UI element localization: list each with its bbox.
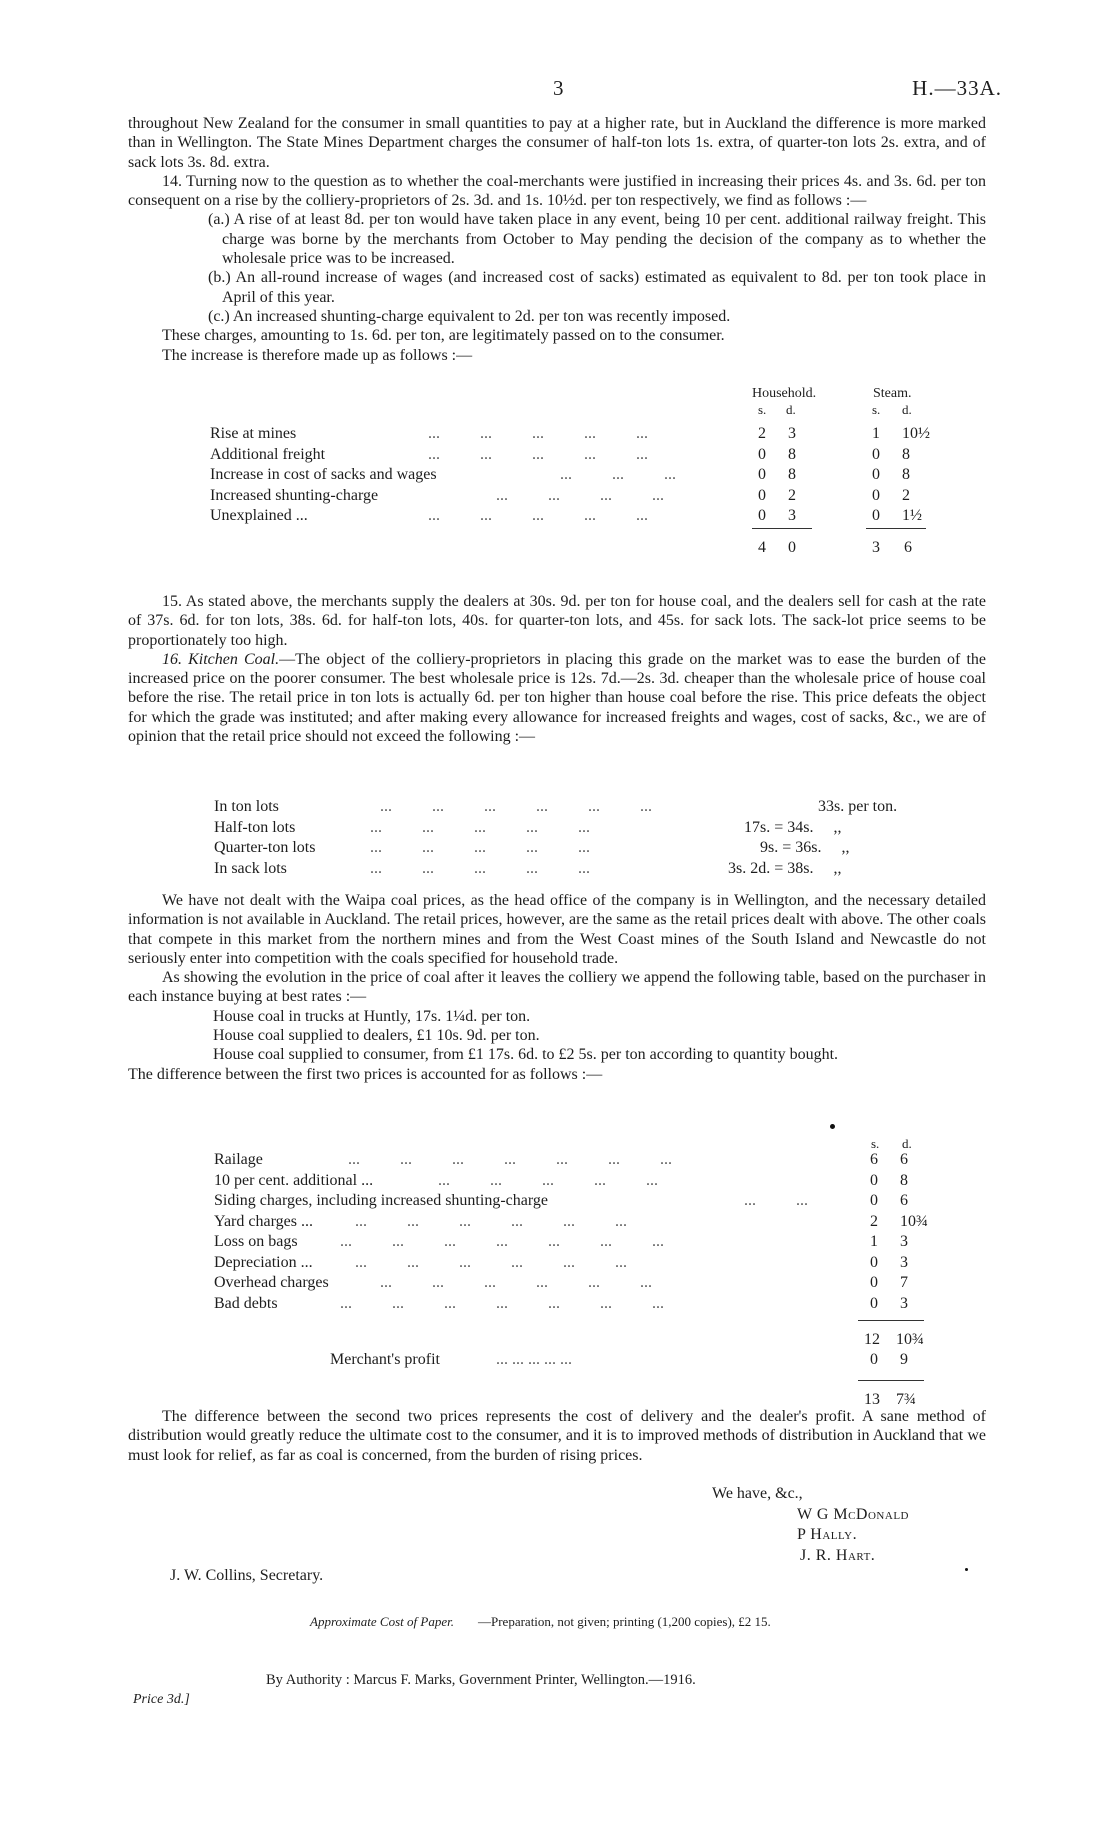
cost-row — [0, 1171, 1114, 1192]
steam-s: 0 — [872, 507, 880, 524]
increase-row — [0, 506, 1114, 527]
leader-dots: ... ... ... ... ... — [370, 818, 590, 836]
merchant-profit-row — [0, 1350, 1114, 1371]
kitchen-label: In ton lots — [214, 798, 279, 815]
unit-d: d. — [786, 402, 796, 417]
increase-row — [0, 465, 1114, 486]
cost-label: Siding charges, including increased shunting-charge — [214, 1192, 548, 1209]
kitchen-row — [0, 797, 1114, 818]
paragraph-charges: These charges, amounting to 1s. 6d. per ton, are legitimately passed on to the consumer. — [162, 327, 725, 345]
cost-note-heading: Approximate Cost of Paper. — [310, 1614, 454, 1629]
cost-note-text: —Preparation, not given; printing (1,200 copies), £2 15. — [478, 1614, 771, 1629]
rule — [752, 528, 812, 529]
leader-dots: ... ... ... ... ... — [370, 839, 590, 856]
unit-d: d. — [902, 402, 912, 417]
kitchen-label: Half-ton lots — [214, 818, 296, 836]
row-label: Increased shunting-charge — [210, 486, 379, 504]
cost-label: Railage — [214, 1151, 263, 1168]
cost-label: Loss on bags — [214, 1233, 298, 1250]
kitchen-row — [0, 818, 1114, 839]
diff-rows — [0, 1150, 1114, 1314]
item-c: (c.) An increased shunting-charge equivalent to 2d. per ton was recently imposed. — [208, 307, 731, 325]
leader-dots: ... ... ... ... ... ... — [355, 1253, 627, 1271]
kitchen-row — [0, 838, 1114, 859]
household-s: 0 — [758, 466, 766, 483]
cost-label: Yard charges ... — [214, 1212, 313, 1230]
leader-dots: ... ... ... — [560, 466, 676, 483]
increase-rows — [0, 424, 1114, 527]
cost-row — [0, 1212, 1114, 1233]
kitchen-value: 33s. per ton. — [818, 798, 898, 815]
kitchen-value: 3s. 2d. = 38s. ,, — [728, 859, 842, 877]
price-row — [0, 1690, 1114, 1711]
signature-block — [0, 1484, 1114, 1587]
diff-table-intro: The difference between the first two prices is accounted for as follows :— — [128, 1065, 603, 1083]
secretary: J. W. Collins, Secretary. — [170, 1567, 324, 1584]
cost-note — [0, 1612, 1114, 1633]
price-text: Price 3d.] — [133, 1692, 190, 1707]
paragraph-16 — [128, 650, 986, 746]
cost-d: 6 — [900, 1192, 908, 1209]
leader-dots: ... ... ... ... — [496, 486, 664, 504]
cost-row — [0, 1232, 1114, 1253]
steam-s: 1 — [872, 425, 880, 442]
subtotal-d: 10¾ — [896, 1331, 924, 1348]
household-d: 3 — [788, 507, 796, 524]
signatory-1: W G McDonald — [797, 1505, 909, 1523]
cost-s: 0 — [870, 1171, 878, 1189]
paragraph-continued: throughout New Zealand for the consumer in small quantities to pay at a higher rate, but in Auckland the difference is more marked than in Wellington. The State Mines Department charges the consumer of half-ton lots 1s. extra, of quarter-ton lots 2s. extra, and of sack lots 3s. 8d. extra. — [128, 115, 986, 171]
cost-s: 0 — [870, 1274, 878, 1291]
steam-s: 0 — [872, 445, 880, 463]
row-label: Unexplained ... — [210, 507, 308, 524]
kitchen-row — [0, 859, 1114, 880]
evolution-line-2: House coal supplied to dealers, £1 10s. 9d. per ton. — [213, 1027, 540, 1045]
row-label: Rise at mines — [210, 425, 297, 442]
cost-row — [0, 1273, 1114, 1294]
kitchen-coal-table — [0, 797, 1114, 879]
lower-text — [128, 891, 986, 1084]
increase-row — [0, 445, 1114, 466]
cost-label: Overhead charges — [214, 1274, 329, 1291]
signatory-3: J. R. Hart. — [800, 1546, 876, 1564]
evolution-line-1: House coal in trucks at Huntly, 17s. 1¼d. per ton. — [213, 1007, 531, 1025]
cost-d: 3 — [900, 1253, 908, 1271]
row-label: Increase in cost of sacks and wages — [210, 466, 437, 483]
increase-table-intro: The increase is therefore made up as follows :— — [162, 346, 473, 364]
rule — [866, 528, 926, 529]
paragraph-16-heading: 16. Kitchen Coal. — [162, 650, 280, 668]
document-reference: H.—33A. — [912, 76, 1002, 100]
salutation-row — [0, 1484, 1114, 1505]
household-s: 2 — [758, 425, 766, 442]
cost-d: 3 — [900, 1294, 908, 1312]
cost-d: 3 — [900, 1233, 908, 1250]
subtotal-s: 12 — [864, 1331, 880, 1348]
leader-dots: ... ... — [744, 1192, 808, 1209]
steam-s: 0 — [872, 466, 880, 483]
printer-mark — [965, 1568, 968, 1571]
household-d: 2 — [788, 486, 796, 504]
signatory-row — [0, 1505, 1114, 1526]
cost-s: 2 — [870, 1212, 878, 1230]
household-d: 3 — [788, 425, 796, 442]
cost-s: 6 — [870, 1151, 878, 1168]
cost-d: 10¾ — [900, 1212, 928, 1230]
leader-dots: ... ... ... ... ... ... ... — [348, 1151, 672, 1168]
cost-row — [0, 1150, 1114, 1171]
unit-s: s. — [871, 1136, 880, 1151]
kitchen-label: In sack lots — [214, 859, 287, 877]
imprint — [0, 1670, 1114, 1691]
paragraph-16-body: —The object of the colliery-proprietors in placing this grade on the market was to ease the burden of the increased price on the poorer consumer. The best wholesale price is 12s. 7d.—2s. 3d. cheaper than the wholesale price of house coal before the rise. The retail price in ton lots is actually 6d. per ton higher than house coal before the rise. This price defeats the object for which the grade was instituted; and after making every allowance for increased freights and wages, cost of sacks, &c., we are of opinion that the retail price should not exceed the following :— — [128, 650, 987, 746]
signatory-row — [0, 1546, 1114, 1567]
paragraph-15: 15. As stated above, the merchants supply the dealers at 30s. 9d. per ton for house coal, and the dealers sell for cash at the rate of 37s. 6d. for ton lots, 38s. 6d. for half-ton lots, 40s. for quarter-ton lots, and 45s. for sack lots. The sack-lot price seems to be proportionately too high. — [128, 593, 986, 649]
page-number: 3 — [553, 76, 564, 100]
rule — [858, 1380, 924, 1381]
total-household-d: 0 — [788, 539, 796, 556]
cost-label: Depreciation ... — [214, 1253, 313, 1271]
steam-d: 10½ — [902, 425, 930, 442]
paragraph-closing: The difference between the second two prices represents the cost of delivery and the dealer's profit. A sane method of distribution would greatly reduce the ultimate cost to the consumer, and it is to improved methods of distribution in Auckland that we must look for relief, as far as coal is concerned, from the burden of rising prices. — [128, 1408, 986, 1464]
cost-row — [0, 1191, 1114, 1212]
household-d: 8 — [788, 445, 796, 463]
cost-d: 8 — [900, 1171, 908, 1189]
middle-text — [128, 592, 986, 746]
cost-d: 6 — [900, 1151, 908, 1168]
row-label: Additional freight — [210, 445, 326, 463]
unit-s: s. — [872, 402, 881, 417]
evolution-line-3: House coal supplied to consumer, from £1 17s. 6d. to £2 5s. per ton according to quantity bought. — [213, 1046, 839, 1064]
leader-dots: ... ... ... ... ... — [428, 445, 648, 463]
paragraph-14: 14. Turning now to the question as to whether the coal-merchants were justified in increasing their prices 4s. and 3s. 6d. per ton consequent on a rise by the colliery-proprietors of 2s. 3d. and 1s. 10½d. per ton respectively, we find as follows :— — [128, 172, 986, 210]
increase-row — [0, 486, 1114, 507]
signatory-row — [0, 1525, 1114, 1546]
cost-s: 0 — [870, 1253, 878, 1271]
steam-d: 2 — [902, 486, 910, 504]
leader-dots: ... ... ... ... ... — [496, 1351, 572, 1368]
household-s: 0 — [758, 507, 766, 524]
leader-dots: ... ... ... ... ... — [370, 859, 590, 877]
imprint-text: By Authority : Marcus F. Marks, Government Printer, Wellington.—1916. — [266, 1672, 696, 1688]
leader-dots: ... ... ... ... ... — [428, 507, 648, 524]
leader-dots: ... ... ... ... ... — [438, 1171, 658, 1189]
paragraph-evolution: As showing the evolution in the price of coal after it leaves the colliery we append the following table, based on the purchaser in each instance buying at best rates :— — [128, 969, 986, 1006]
diff-subtotal-row — [0, 1330, 1114, 1351]
secretary-row — [0, 1566, 1114, 1587]
unit-s: s. — [758, 402, 767, 417]
cost-row — [0, 1253, 1114, 1274]
closing-text — [128, 1407, 986, 1465]
paragraph-waipa: We have not dealt with the Waipa coal prices, as the head office of the company is in Wellington, and the necessary detailed information is not available in Auckland. The retail prices, however, are the same as the retail prices dealt with above. The other coals that compete in this market from the northern mines and from the West Coast mines of the South Island and Newcastle do not seriously enter into competition with the coals specified for household trade. — [128, 892, 986, 967]
profit-s: 0 — [870, 1351, 878, 1368]
unit-d: d. — [902, 1136, 912, 1151]
leader-dots: ... ... ... ... ... ... — [355, 1212, 627, 1230]
steam-d: 1½ — [902, 507, 922, 524]
signatory-2: P Hally. — [797, 1526, 858, 1543]
steam-d: 8 — [902, 466, 910, 483]
page-header — [0, 76, 1114, 106]
household-d: 8 — [788, 466, 796, 483]
leader-dots: ... ... ... ... ... ... — [380, 798, 652, 815]
cost-label: Bad debts — [214, 1294, 278, 1312]
kitchen-label: Quarter-ton lots — [214, 839, 316, 856]
cost-s: 0 — [870, 1192, 878, 1209]
total-d: 7¾ — [896, 1391, 916, 1408]
printer-mark — [830, 1124, 835, 1129]
total-steam-s: 3 — [872, 539, 880, 556]
merchant-profit-label: Merchant's profit — [330, 1351, 440, 1368]
price-mark — [0, 1690, 1114, 1711]
salutation: We have, &c., — [712, 1485, 803, 1502]
cost-d: 7 — [900, 1274, 908, 1291]
cost-note-row — [0, 1612, 1114, 1633]
kitchen-value: 17s. = 34s. ,, — [744, 818, 842, 836]
cost-s: 0 — [870, 1294, 878, 1312]
total-household-s: 4 — [758, 539, 766, 556]
cost-s: 1 — [870, 1233, 878, 1250]
increase-total-row — [0, 538, 1114, 559]
total-s: 13 — [864, 1391, 880, 1408]
leader-dots: ... ... ... ... ... ... — [380, 1274, 652, 1291]
item-a: (a.) A rise of at least 8d. per ton would have taken place in any event, being 10 per cent. additional railway freight. This charge was borne by the merchants from October to May pending the decision of the company as to whether the wholesale price was to be increased. — [208, 211, 986, 268]
rule — [858, 1320, 924, 1321]
steam-s: 0 — [872, 486, 880, 504]
cost-row — [0, 1294, 1114, 1315]
increase-row — [0, 424, 1114, 445]
imprint-row — [0, 1670, 1114, 1691]
col-head-household: Household. — [752, 386, 817, 401]
upper-text — [128, 114, 986, 365]
cost-label: 10 per cent. additional ... — [214, 1171, 374, 1189]
profit-d: 9 — [900, 1351, 908, 1368]
leader-dots: ... ... ... ... ... ... ... — [340, 1294, 664, 1312]
leader-dots: ... ... ... ... ... ... ... — [340, 1233, 664, 1250]
household-s: 0 — [758, 486, 766, 504]
leader-dots: ... ... ... ... ... — [428, 425, 648, 442]
household-s: 0 — [758, 445, 766, 463]
col-head-steam: Steam. — [873, 386, 912, 401]
steam-d: 8 — [902, 445, 910, 463]
kitchen-value: 9s. = 36s. ,, — [760, 839, 850, 856]
increase-table-units — [0, 400, 1114, 421]
total-steam-d: 6 — [904, 539, 912, 556]
item-b: (b.) An all-round increase of wages (and increased cost of sacks) estimated as equivalent to 8d. per ton took place in April of this year. — [208, 269, 986, 306]
